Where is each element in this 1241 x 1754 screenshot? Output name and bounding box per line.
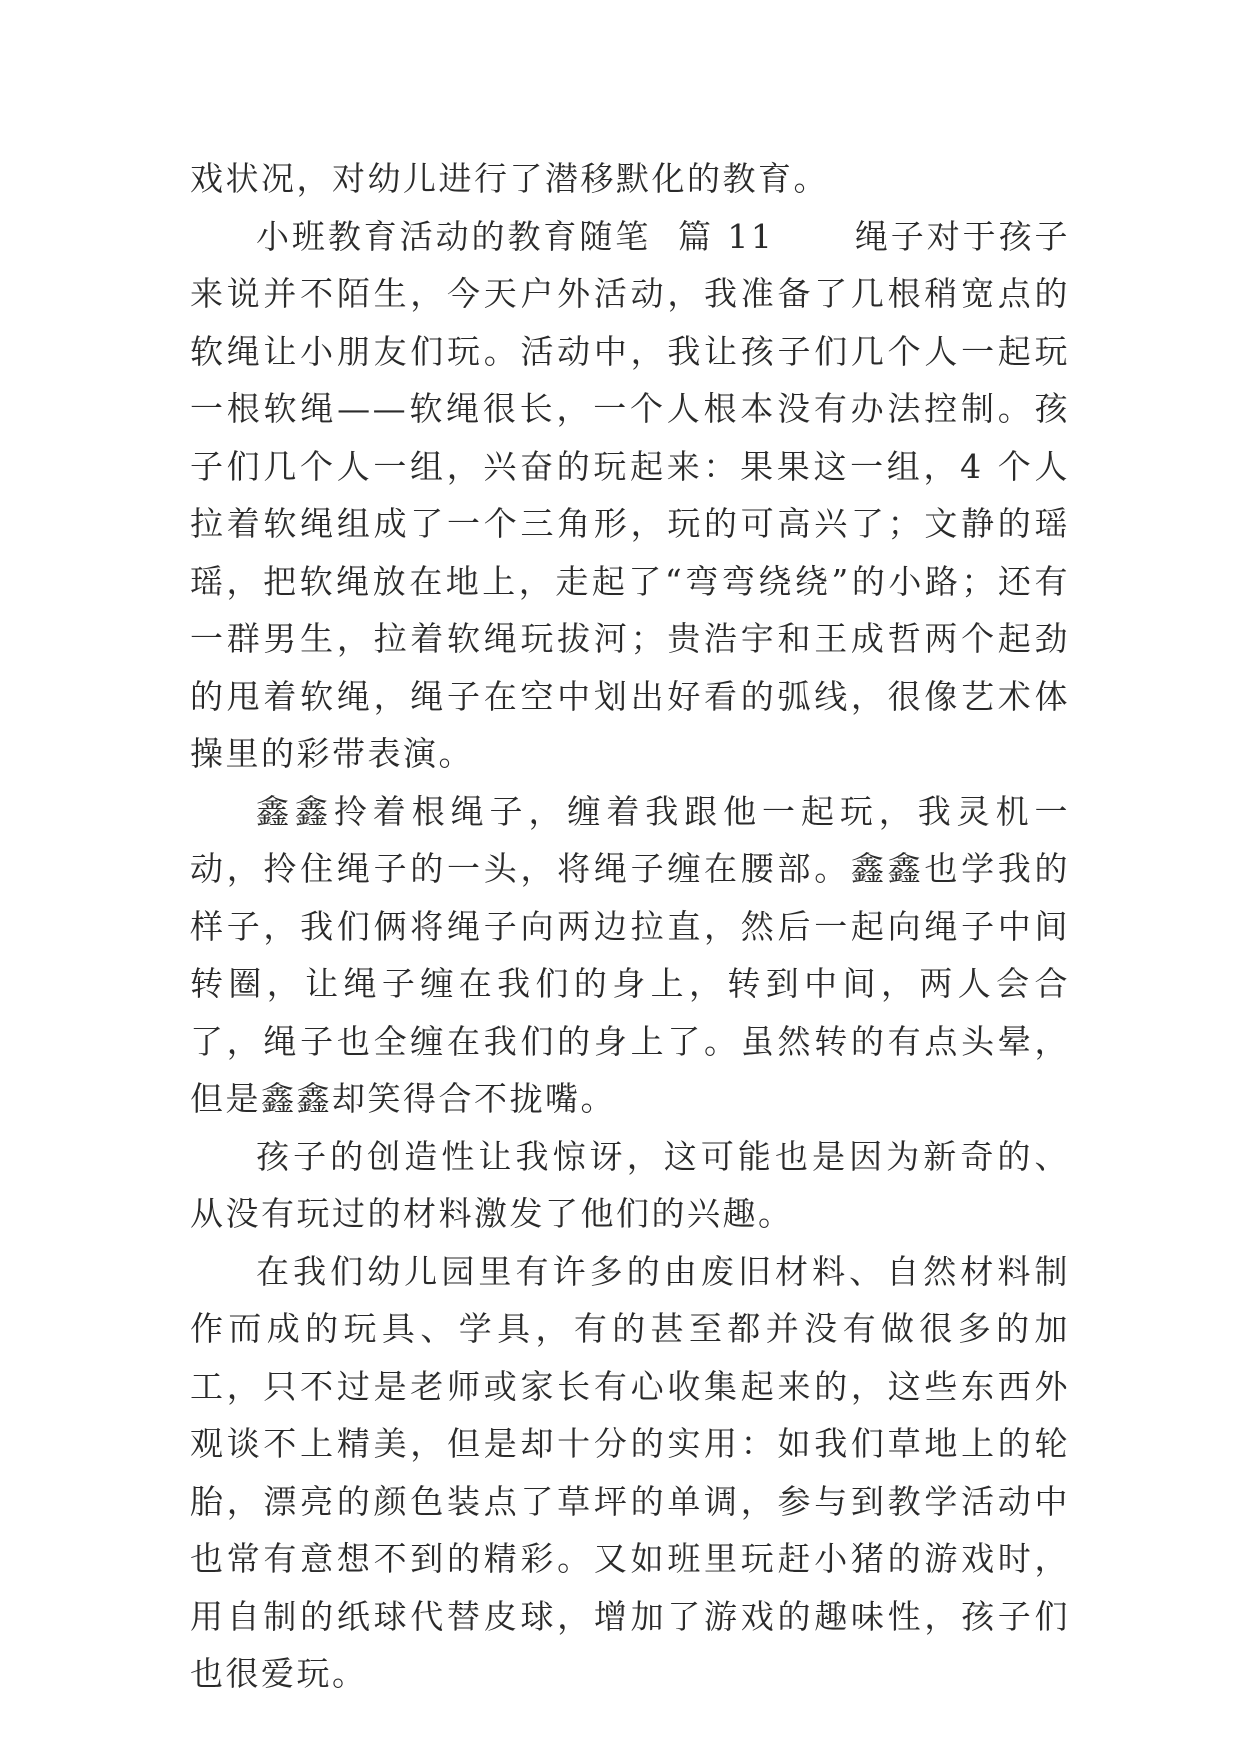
paragraph-creativity: 孩子的创造性让我惊讶，这可能也是因为新奇的、从没有玩过的材料激发了他们的兴趣。 (190, 1136, 1070, 1233)
paragraph-materials: 在我们幼儿园里有许多的由废旧材料、自然材料制作而成的玩具、学具，有的甚至都并没有做很多的加工，只不过是老师或家长有心收集起来的，这些东西外观谈不上精美，但是却十分的实用：如我们草地上的轮胎，漂亮的颜色装点了草坪的单调，参与到教学活动中也常有意想不到的精彩。又如班里玩赶小猪的游戏时，用自制的纸球代替皮球，增加了游戏的趣味性，孩子们也很爱玩。 (190, 1251, 1070, 1693)
paragraph-xinxin-rope: 鑫鑫拎着根绳子，缠着我跟他一起玩，我灵机一动，拎住绳子的一头，将绳子缠在腰部。鑫鑫也学我的样子，我们俩将绳子向两边拉直，然后一起向绳子中间转圈，让绳子缠在我们的身上，转到中间，两人会合了，绳子也全缠在我们的身上了。虽然转的有点头晕，但是鑫鑫却笑得合不拢嘴。 (190, 791, 1070, 1118)
paragraph-section-11-intro: 小班教育活动的教育随笔 篇 11 绳子对于孩子来说并不陌生，今天户外活动，我准备了几根稍宽点的软绳让小朋友们玩。活动中，我让孩子们几个人一起玩一根软绳——软绳很长，一个人根本没有办法控制。孩子们几个人一组，兴奋的玩起来：果果这一组，4 个人拉着软绳组成了一个三角形，玩的可高兴了；文静的瑶瑶，把软绳放在地上，走起了“弯弯绕绕”的小路；还有一群男生，拉着软绳玩拔河；贵浩宇和王成哲两个起劲的甩着软绳，绳子在空中划出好看的弧线，很像艺术体操里的彩带表演。 (190, 216, 1070, 773)
paragraph-continuation: 戏状况，对幼儿进行了潜移默化的教育。 (190, 159, 829, 198)
document-body (190, 150, 1070, 1703)
